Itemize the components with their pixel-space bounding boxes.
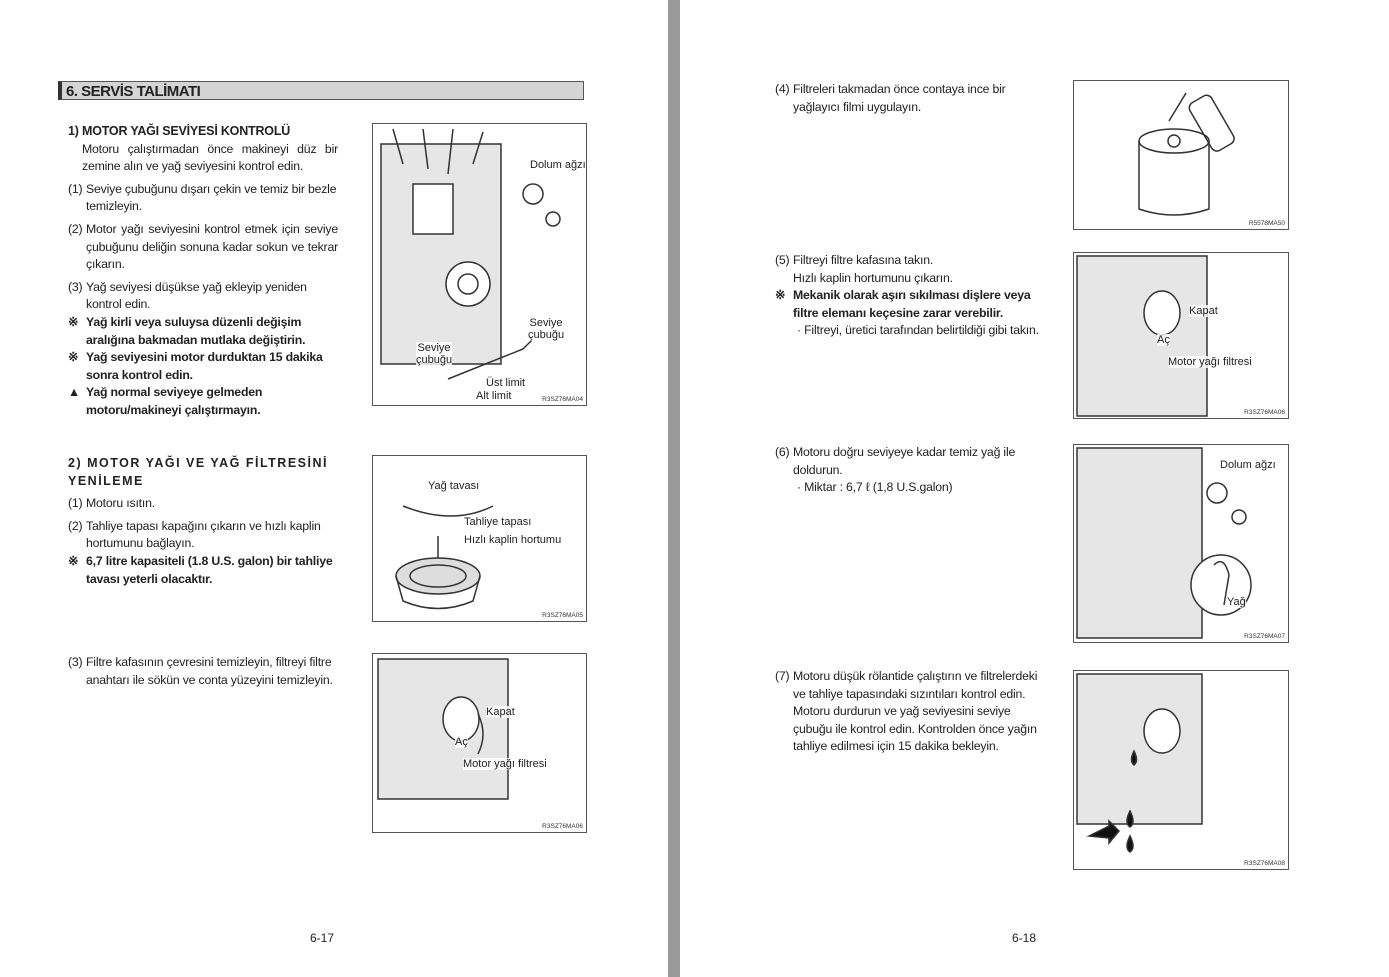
step-number: (3) [68,655,83,669]
left-page [0,0,668,977]
warning-text: Yağ normal seviyeye gelmeden motoru/makineyi çalıştırmayın. [86,385,263,417]
sub-text: · Filtreyi, üretici tarafından belirtildiği gibi takın. [797,323,1039,338]
note-item [68,553,338,588]
note-text: Mekanik olarak aşırı sıkılması dişlere veya filtre elemanı keçesine zarar verebilir. [793,288,1031,320]
right-page [680,0,1389,977]
figure-label: Seviye çubuğu [528,317,565,341]
figure-label: Tahliye tapası [464,516,532,528]
warning-icon: ▲ [68,385,80,400]
step-text: Yağ seviyesi düşükse yağ ekleyip yeniden kontrol edin. [86,279,307,312]
step-number: (1) [68,181,83,196]
step-block-7 [775,663,1040,756]
figure-oil-fill [1073,444,1289,643]
step-number: (4) [775,82,790,96]
figure-leak-check [1073,670,1289,870]
step-number: (1) [68,496,83,511]
figure-code: R3SZ76MA06 [1244,409,1285,416]
filter-illustration [373,654,587,833]
note-icon: ※ [775,288,786,303]
page-number: 6-18 [1012,931,1037,945]
step-text: Filtreleri takmadan önce contaya ince bir yağlayıcı filmi uygulayın. [793,82,1006,114]
note-item [68,314,338,349]
filter-oilcan-illustration [1074,81,1289,230]
step-number: (6) [775,445,790,459]
figure-drain [372,455,587,622]
engine-fill-illustration [1074,445,1289,643]
step-block-6 [775,439,1040,497]
warning-item [68,384,338,419]
step-item [68,279,338,314]
figure-filter-removal [372,653,587,833]
note-text: Yağ seviyesini motor durduktan 15 dakika sonra kontrol edin. [86,350,323,382]
figure-code: R3SZ76MA08 [1244,860,1285,867]
figure-label: Üst limit [486,377,526,389]
note-icon: ※ [68,314,79,329]
note-icon: ※ [68,350,79,365]
note-icon: ※ [68,553,79,568]
section-oil-change [68,455,338,588]
step-text: Tahliye tapası kapağını çıkarın ve hızlı kaplin hortumunu bağlayın. [86,518,321,551]
step-item [68,495,338,513]
section-title: 2) MOTOR YAĞI VE YAĞ FİLTRESİNİ YENİLEME [68,456,328,488]
step-item [68,649,338,689]
step-number: (3) [68,279,83,294]
figure-label: Aç [1157,334,1170,346]
step-item [68,221,338,274]
figure-label: Yağ tavası [428,480,480,492]
step-item [68,518,338,553]
figure-label: Hızlı kaplin hortumu [464,534,562,546]
intro-text: Motoru çalıştırmadan önce makineyi düz bir zemine alın ve yağ seviyesini kontrol edin. [82,141,338,174]
step-number: (7) [775,669,790,683]
figure-label: Motor yağı filtresi [463,758,547,770]
step-text: Motoru doğru seviyeye kadar temiz yağ ile doldurun. [793,445,1016,477]
figure-label: Kapat [1189,305,1218,317]
figure-filter-install [1073,252,1289,419]
figure-label: Alt limit [476,390,512,402]
section-title: 1) MOTOR YAĞI SEVİYESİ KONTROLÜ [68,124,291,138]
step-text: Filtre kafasının çevresini temizleyin, filtreyi filtre anahtarı ile sökün ve conta yüzeyini temizleyin. [86,655,333,687]
figure-code: R3SZ76MA07 [1244,633,1285,640]
section-oil-level [68,123,338,420]
step-text: Motoru ısıtın. [86,496,155,511]
step-number: (2) [68,221,83,236]
figure-code: R3SZ76MA04 [542,396,583,403]
figure-code: R5578MA50 [1248,220,1285,227]
step-block-5 [775,247,1040,340]
step-text: Filtreyi filtre kafasına takın. Hızlı kaplin hortumunu çıkarın. [793,253,953,285]
figure-label: Seviye çubuğu [416,342,453,366]
figure-code: R3SZ76MA05 [542,612,583,619]
figure-label: Dolum ağzı [1220,459,1276,471]
note-text: Yağ kirli veya suluysa düzenli değişim aralığına bakmadan mutlaka değiştirin. [86,314,306,347]
figure-dipstick [372,123,587,406]
step-number: (2) [68,518,83,533]
section-header: 6. SERVİS TALİMATI [58,81,584,100]
step-text: Motoru düşük rölantide çalıştırın ve filtrelerdeki ve tahliye tapasındaki sızıntıları kontrol edin. Motoru durdurun ve yağ seviyesini seviye çubuğu ile kontrol edin. Kontrolden önce yağın tahliye edilmesi için 15 dakika bekleyin. [793,669,1038,754]
page-number: 6-17 [310,931,335,945]
step-text: Seviye çubuğunu dışarı çekin ve temiz bir bezle temizleyin. [86,181,337,214]
note-item [68,349,338,384]
step-number: (5) [775,253,790,267]
figure-label: Aç [455,736,468,748]
figure-label: Dolum ağzı [530,159,586,171]
figure-label: Yağ [1227,596,1246,608]
figure-gasket-oil [1073,80,1289,230]
note-text: 6,7 litre kapasiteli (1.8 U.S. galon) bir tahliye tavası yeterli olacaktır. [86,553,333,586]
step-item [775,76,1040,116]
step-item [68,181,338,216]
filter-illustration [1074,253,1289,419]
figure-label: Kapat [486,706,515,718]
leak-check-illustration [1074,671,1289,870]
step-text: Motor yağı seviyesini kontrol etmek için seviye çubuğunu deliğin sonuna kadar sokun ve tekrar çıkarın. [86,221,338,272]
sub-text: · Miktar : 6,7 ℓ (1,8 U.S.galon) [797,480,953,495]
page-gutter [668,0,680,977]
figure-label: Motor yağı filtresi [1168,356,1252,368]
figure-code: R3SZ76MA06 [542,823,583,830]
